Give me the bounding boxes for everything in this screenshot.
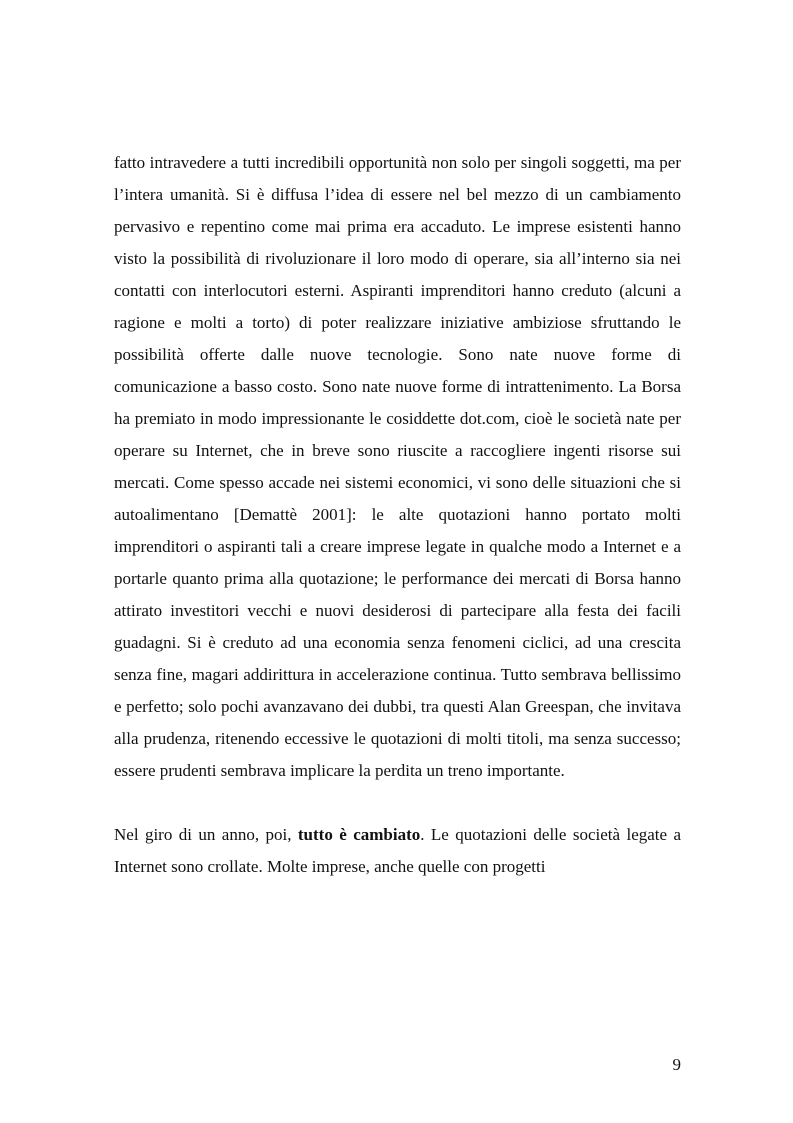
paragraph: fatto intravedere a tutti incredibili opportunità non solo per singoli soggetti, ma per l’intera umanità. Si è diffusa l’idea di essere nel bel mezzo di un cambiamento pervasivo e repentino come mai prima era accaduto. Le imprese esistenti hanno visto la possibilità di rivoluzionare il loro modo di operare, sia all’interno sia nei contatti con interlocutori esterni. Aspiranti imprenditori hanno creduto (alcuni a ragione e molti a torto) di poter realizzare iniziative ambiziose sfruttando le possibilità offerte dalle nuove tecnologie. Sono nate nuove forme di comunicazione a basso costo. Sono nate nuove forme di intrattenimento. La Borsa ha premiato in modo impressionante le cosiddette dot.com, cioè le società nate per operare su Internet, che in breve sono riuscite a raccogliere ingenti risorse sui mercati. Come spesso accade nei sistemi economici, vi sono delle situazioni che si autoalimentano [Demattè 2001]: le alte quotazioni hanno portato molti imprenditori o aspiranti tali a creare imprese legate in qualche modo a Internet e a portarle quanto prima alla quotazione; le performance dei mercati di Borsa hanno attirato investitori vecchi e nuovi desiderosi di partecipare alla festa dei facili guadagni. Si è creduto ad una economia senza fenomeni ciclici, ad una crescita senza fine, magari addirittura in accelerazione continua. Tutto sembrava bellissimo e perfetto; solo pochi avanzavano dei dubbi, tra questi Alan Greespan, che invitava alla prudenza, ritenendo eccessive le quotazioni di molti titoli, ma senza successo; essere prudenti sembrava implicare la perdita un treno importante. [114, 153, 681, 780]
body-text [114, 147, 681, 883]
paragraph-text: Nel giro di un anno, poi, [114, 825, 298, 844]
page-number: 9 [672, 1055, 681, 1074]
paragraph [114, 819, 681, 883]
paragraph-text: . Le quotazioni delle società legate a Internet sono crollate. Molte imprese, anche quelle con progetti [114, 825, 682, 876]
emphasis-text: tutto è cambiato [297, 825, 421, 844]
